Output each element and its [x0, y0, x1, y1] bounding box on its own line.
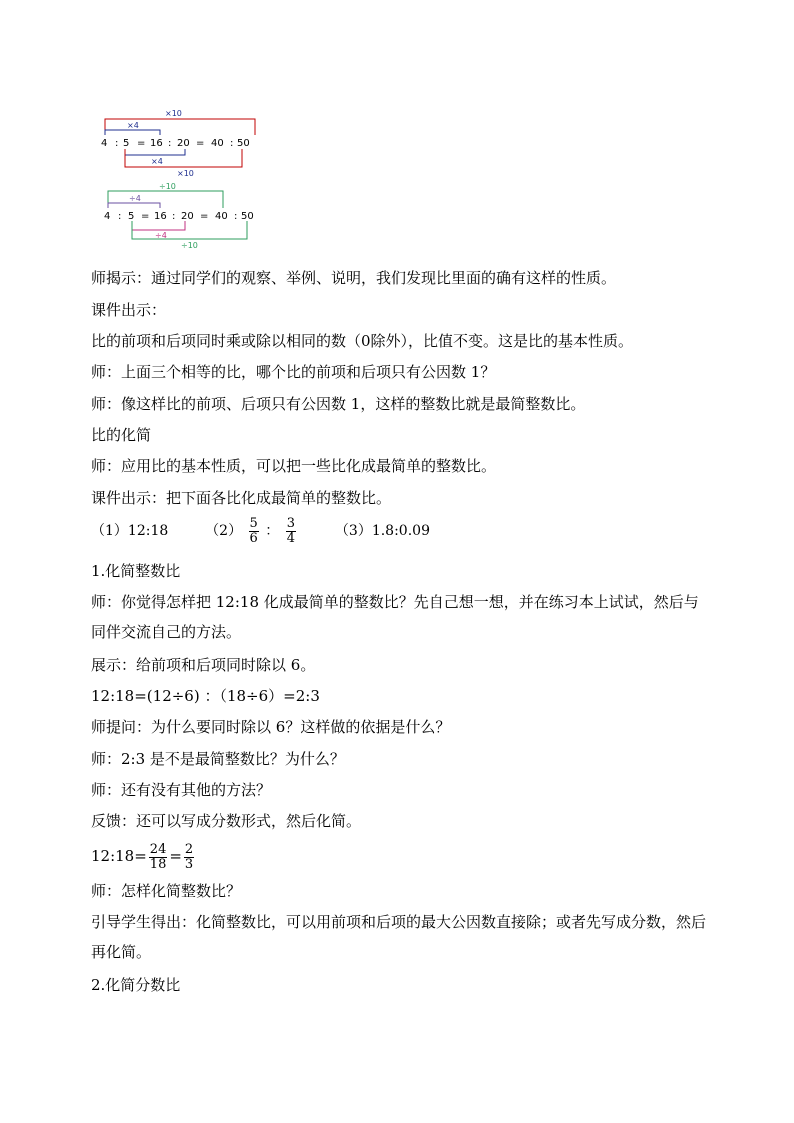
fraction-calc-equals: = — [169, 847, 182, 865]
label-top-outer-above: ×10 — [165, 109, 182, 118]
label-bottom-outer-above: ÷10 — [159, 182, 176, 191]
paragraph-question-common-factor: 师：上面三个相等的比，哪个比的前项和后项只有公因数 1？ — [91, 363, 496, 381]
bracket-bottom-inner-above — [108, 203, 160, 208]
paragraph-calculation: 12:18=(12÷6) ：（18÷6）=2:3 — [91, 687, 320, 705]
section-heading-ratio-simplification: 比的化简 — [91, 426, 152, 444]
bracket-top-outer-below — [125, 149, 242, 167]
paragraph-simplest-ratio-definition: 师：像这样比的前项、后项只有公因数 1，这样的整数比就是最简整数比。 — [91, 395, 586, 413]
subheading-simplify-fraction-ratio: 2.化简分数比 — [91, 976, 181, 994]
paragraph-courseware-2: 课件出示：把下面各比化成最简单的整数比。 — [91, 489, 392, 507]
label-bottom-inner-below: ÷4 — [155, 231, 167, 240]
exercise-2-separator: ： — [265, 523, 280, 539]
bracket-bottom-outer-above — [108, 191, 223, 208]
fraction-calculation-row — [91, 836, 711, 876]
paragraph-teacher-prompt: 师：你觉得怎样把 12:18 化成最简单的整数比？先自己想一想，并在练习本上试试，然后与同伴交流自己的方法。 — [91, 593, 699, 641]
exercise-1: （1）12:18 — [91, 523, 169, 539]
bracket-top-inner-above — [105, 130, 160, 135]
fraction-2-3: $\frac{2}{3}$ — [184, 841, 194, 872]
fraction-24-18: $\frac{24}{18}$ — [149, 841, 167, 872]
top-equation: 4 : 5 = 16 : 20 = 40 : 50 — [101, 138, 250, 149]
fraction-calc-prefix: 12:18= — [91, 847, 147, 865]
paragraph-basic-property: 比的前项和后项同时乘或除以相同的数（0除外），比值不变。这是比的基本性质。 — [91, 332, 634, 350]
paragraph-demonstration: 展示：给前项和后项同时除以 6。 — [91, 656, 316, 674]
paragraph-teacher-question-why: 师提问：为什么要同时除以 6？这样做的依据是什么？ — [91, 718, 451, 736]
paragraph-courseware-1: 课件出示： — [91, 301, 167, 319]
ratio-property-diagram — [95, 105, 265, 255]
paragraph-how-to-simplify: 师：怎样化简整数比？ — [91, 882, 242, 900]
ratio-arrows-svg — [95, 105, 265, 255]
bottom-equation: 4 : 5 = 16 : 20 = 40 : 50 — [104, 211, 254, 222]
label-bottom-outer-below: ÷10 — [181, 241, 198, 250]
label-top-inner-below: ×4 — [151, 157, 163, 166]
paragraph-guide-conclusion: 引导学生得出：化简整数比，可以用前项和后项的最大公因数直接除；或者先写成分数，然后再化简。 — [91, 913, 707, 961]
paragraph-teacher-reveal: 师揭示：通过同学们的观察、举例、说明，我们发现比里面的确有这样的性质。 — [91, 269, 617, 287]
exercise-2-fraction-2: $\frac{3}{4}$ — [286, 515, 296, 546]
paragraph-is-simplest: 师：2:3 是不是最简整数比？为什么？ — [91, 750, 345, 768]
label-bottom-inner-above: ÷4 — [129, 194, 141, 203]
exercise-2-fraction-1: $\frac{5}{6}$ — [249, 515, 258, 546]
bracket-bottom-inner-below — [132, 221, 185, 230]
paragraph-other-methods: 师：还有没有其他的方法？ — [91, 781, 272, 799]
exercise-3: （3）1.8:0.09 — [334, 523, 430, 539]
label-top-outer-below: ×10 — [177, 169, 194, 178]
exercise-2-label: （2） — [205, 523, 243, 539]
bracket-top-inner-below — [125, 149, 185, 155]
paragraph-feedback: 反馈：还可以写成分数形式，然后化简。 — [91, 812, 362, 830]
exercise-row — [91, 514, 711, 548]
subheading-simplify-integer-ratio: 1.化简整数比 — [91, 562, 181, 580]
label-top-inner-above: ×4 — [127, 121, 139, 130]
paragraph-apply-property: 师：应用比的基本性质，可以把一些比化成最简单的整数比。 — [91, 457, 497, 475]
